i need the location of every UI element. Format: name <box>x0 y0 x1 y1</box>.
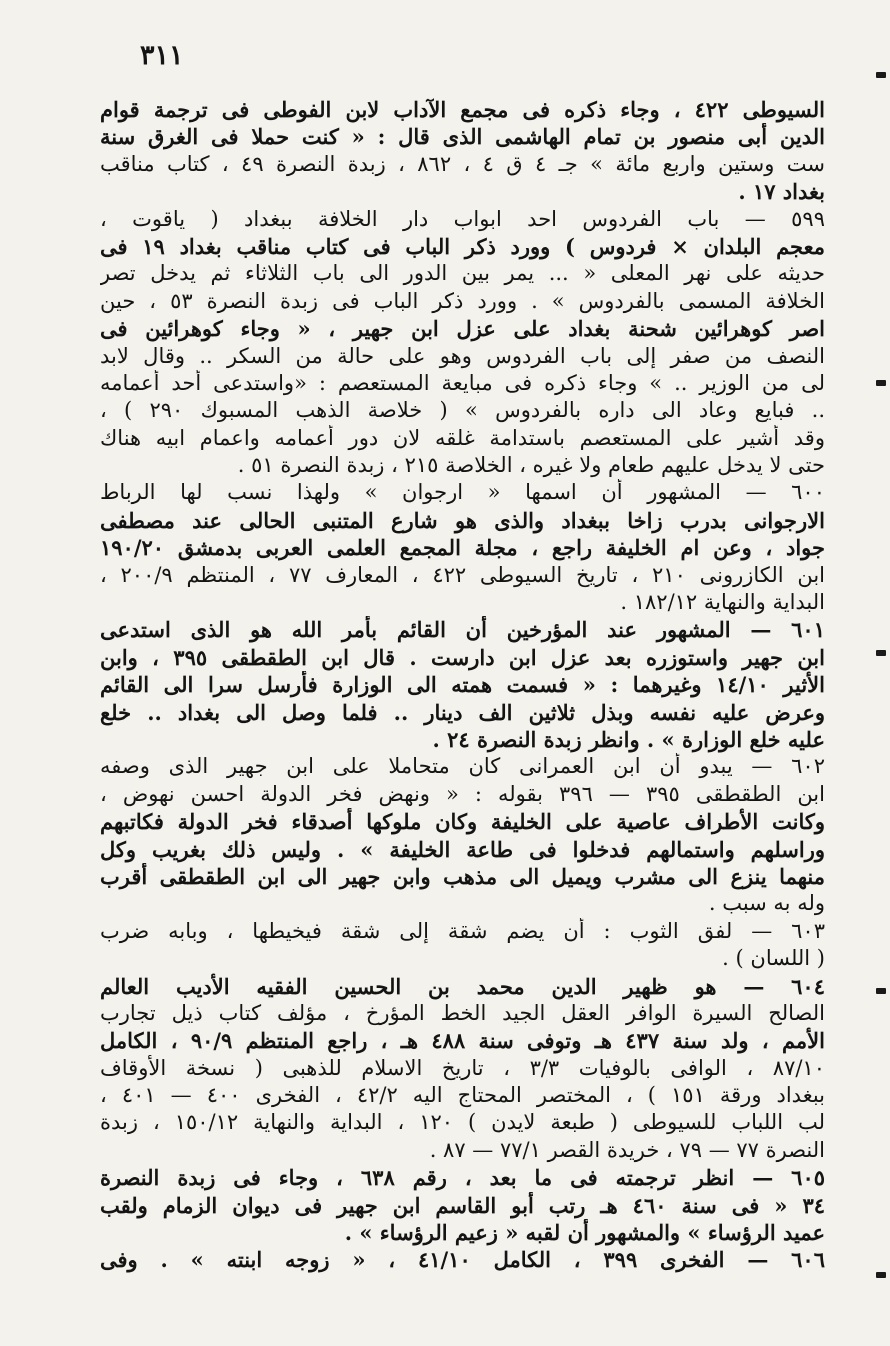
margin-mark <box>876 72 886 78</box>
text-line: وراسلهم واستمالهم فدخلوا فى طاعة الخليفة » . وليس ذلك بغريب وكل <box>100 836 825 862</box>
text-line: ( اللسان ) . <box>722 946 825 971</box>
text-line: وقد أشير على المستعصم باستدامة غلقه لان دور أعمامه واعمام ابيه هناك <box>100 425 825 450</box>
text-line: الأثير ١٤/١٠ وغيرهما : « فسمت همته الى الوزارة فأرسل سرا الى القائم <box>100 672 825 698</box>
text-line: ابن جهير واستوزره بعد عزل ابن دارست . قال ابن الطقطقى ٣٩٥ ، وابن <box>100 644 825 670</box>
text-line: ٨٧/١٠ ، الوافى بالوفيات ٣/٣ ، تاريخ الاسلام للذهبى ( نسخة الأوقاف <box>100 1055 825 1080</box>
text-line: ابن الطقطقى ٣٩٥ — ٣٩٦ بقوله : « ونهض فخر الدولة احسن نهوض ، <box>100 781 825 806</box>
text-line: النصف من صفر إلى باب الفردوس وهو على حالة من السكر .. وقال لابد <box>100 343 825 368</box>
page-body-text <box>100 96 825 1274</box>
text-line: جواد ، وعن ام الخليفة راجع ، مجلة المجمع العلمى العربى بدمشق ١٩٠/٢٠ <box>100 535 825 561</box>
text-line: ٦٠٥ — انظر ترجمته فى ما بعد ، رقم ٦٣٨ ، وجاء فى زبدة النصرة <box>100 1165 825 1191</box>
text-line: ٥٩٩ — باب الفردوس احد ابواب دار الخلافة ببغداد ( ياقوت ، <box>100 206 825 231</box>
page-number: ٣١١ <box>140 40 184 71</box>
text-line: ابن الكازرونى ٢١٠ ، تاريخ السيوطى ٤٢٢ ، المعارف ٧٧ ، المنتظم ٢٠٠/٩ ، <box>100 562 825 587</box>
text-line: الصالح السيرة الوافر العقل الجيد الخط المؤرخ ، مؤلف كتاب ذيل تجارب <box>100 1000 825 1025</box>
text-line: ٦٠٢ — يبدو أن ابن العمرانى كان متحاملا على ابن جهير الذى وصفه <box>100 754 825 779</box>
text-line: السيوطى ٤٢٢ ، وجاء ذكره فى مجمع الآداب لابن الفوطى فى ترجمة قوام <box>100 97 825 122</box>
margin-mark <box>876 650 886 656</box>
text-line: ٦٠٤ — هو ظهير الدين محمد بن الحسين الفقيه الأديب العالم <box>100 973 825 999</box>
text-line: ببغداد ورقة ١٥١ ) ، المختصر المحتاج اليه ٤٢/٢ ، الفخرى ٤٠٠ — ٤٠١ ، <box>100 1083 825 1108</box>
text-line: اصر كوهرائين شحنة بغداد على عزل ابن جهير ، « وجاء كوهرائين فى <box>100 316 825 342</box>
text-line: ٦٠١ — المشهور عند المؤرخين أن القائم بأمر الله هو الذى استدعى <box>100 617 825 643</box>
text-line: النصرة ٧٧ — ٧٩ ، خريدة القصر ٧٧/١ — ٨٧ . <box>429 1137 825 1162</box>
text-line: عليه خلع الوزارة » . وانظر زبدة النصرة ٢٤ . <box>432 726 825 752</box>
text-line: ٣٤ « فى سنة ٤٦٠ هـ رتب أبو القاسم ابن جهير فى ديوان الزمام ولقب <box>100 1192 825 1218</box>
text-line: لى من الوزير .. » وجاء ذكره فى مبايعة المستعصم : «واستدعى أحد أعمامه <box>100 370 825 395</box>
text-line: وعرض عليه نفسه وبذل ثلاثين الف دينار .. فلما وصل الى بغداد .. خلع <box>100 699 825 725</box>
text-line: الخلافة المسمى بالفردوس » . وورد ذكر الباب فى زبدة النصرة ٥٣ ، حين <box>100 288 825 313</box>
text-line: بغداد ١٧ . <box>738 179 825 205</box>
text-line: منهما ينزع الى مشرب ويميل الى مذهب وابن جهير الى ابن الطقطقى أقرب <box>100 863 825 889</box>
text-line: لب اللباب للسيوطى ( طبعة لايدن ) ١٢٠ ، البداية والنهاية ١٥٠/١٢ ، زبدة <box>100 1110 825 1135</box>
text-line: البداية والنهاية ١٨٢/١٢ . <box>620 590 825 615</box>
text-line: معجم البلدان × فردوس ) وورد ذكر الباب فى كتاب مناقب بغداد ١٩ فى <box>100 233 825 259</box>
margin-mark <box>876 1272 886 1278</box>
text-line: الأمم ، ولد سنة ٤٣٧ هـ وتوفى سنة ٤٨٨ هـ ، راجع المنتظم ٩٠/٩ ، الكامل <box>100 1028 825 1054</box>
margin-mark <box>876 380 886 386</box>
text-line: ٦٠٣ — لفق الثوب : أن يضم شقة إلى شقة فيخيطها ، وبابه ضرب <box>100 918 825 943</box>
text-line: ست وستين واربع مائة » جـ ٤ ق ٤ ، ٨٦٢ ، زبدة النصرة ٤٩ ، كتاب مناقب <box>100 151 825 176</box>
text-line: حديثه على نهر المعلى « ... يمر بين الدور الى باب الثلاثاء ثم يدخل تصر <box>100 261 825 286</box>
text-line: عميد الرؤساء » والمشهور أن لقبه « زعيم الرؤساء » . <box>344 1220 825 1246</box>
text-line: وله به سبب . <box>708 891 825 916</box>
text-line: .. فبايع وعاد الى داره بالفردوس » ( خلاصة الذهب المسبوك ٢٩٠ ) ، <box>100 398 825 423</box>
text-line: حتى لا يدخل عليهم طعام ولا غيره ، الخلاصة ٢١٥ ، زبدة النصرة ٥١ . <box>237 453 825 478</box>
text-line: وكانت الأطراف عاصية على الخليفة وكان ملوكها أصدقاء فخر الدولة فكاتبهم <box>100 809 825 835</box>
text-line: ٦٠٠ — المشهور أن اسمها « ارجوان » ولهذا نسب لها الرباط <box>100 480 825 505</box>
text-line: ٦٠٦ — الفخرى ٣٩٩ ، الكامل ٤١/١٠ ، « زوجه ابنته » . وفى <box>100 1247 825 1273</box>
text-line: الدين أبى منصور بن تمام الهاشمى الذى قال : « كنت حملا فى الغرق سنة <box>100 124 825 150</box>
margin-mark <box>876 988 886 994</box>
text-line: الارجوانى بدرب زاخا ببغداد والذى هو شارع المتنبى الحالى عند مصطفى <box>100 507 825 533</box>
